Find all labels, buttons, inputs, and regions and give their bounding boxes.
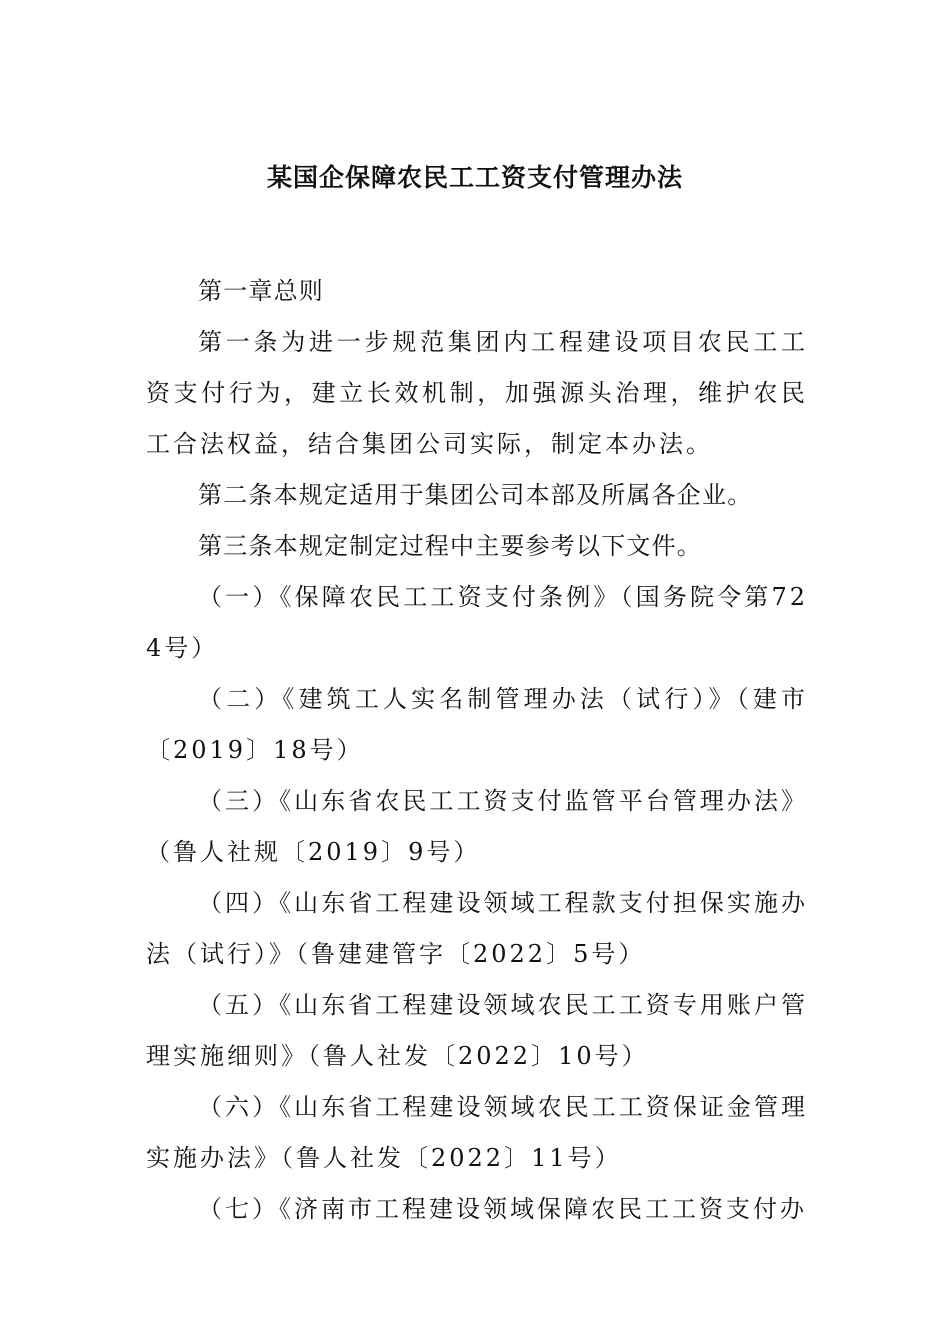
reference-item-1: （一）《保障农民工工资支付条例》（国务院令第724号） [146,583,808,662]
article-2: 第二条本规定适用于集团公司本部及所属各企业。 [198,481,753,509]
article-1: 第一条为进一步规范集团内工程建设项目农民工工资支付行为，建立长效机制，加强源头治理，维护农民工合法权益，结合集团公司实际，制定本办法。 [146,328,808,458]
article-3: 第三条本规定制定过程中主要参考以下文件。 [198,532,702,560]
document-title: 某国企保障农民工工资支付管理办法 [266,163,683,192]
chapter-heading: 第一章总则 [198,277,324,305]
reference-item-4: （四）《山东省工程建设领域工程款支付担保实施办法（试行）》（鲁建建管字〔2022〕5号） [146,889,808,968]
reference-item-2: （二）《建筑工人实名制管理办法（试行）》（建市〔2019〕18号） [146,685,808,764]
document-body [146,266,808,1235]
reference-item-7: （七）《济南市工程建设领域保障农民工工资支付办 [198,1195,807,1223]
reference-item-6: （六）《山东省工程建设领域农民工工资保证金管理实施办法》（鲁人社发〔2022〕11号） [146,1093,808,1172]
reference-item-5: （五）《山东省工程建设领域农民工工资专用账户管理实施细则》（鲁人社发〔2022〕10号） [146,991,808,1070]
reference-item-3: （三）《山东省农民工工资支付监管平台管理办法》（鲁人社规〔2019〕9号） [146,787,808,866]
